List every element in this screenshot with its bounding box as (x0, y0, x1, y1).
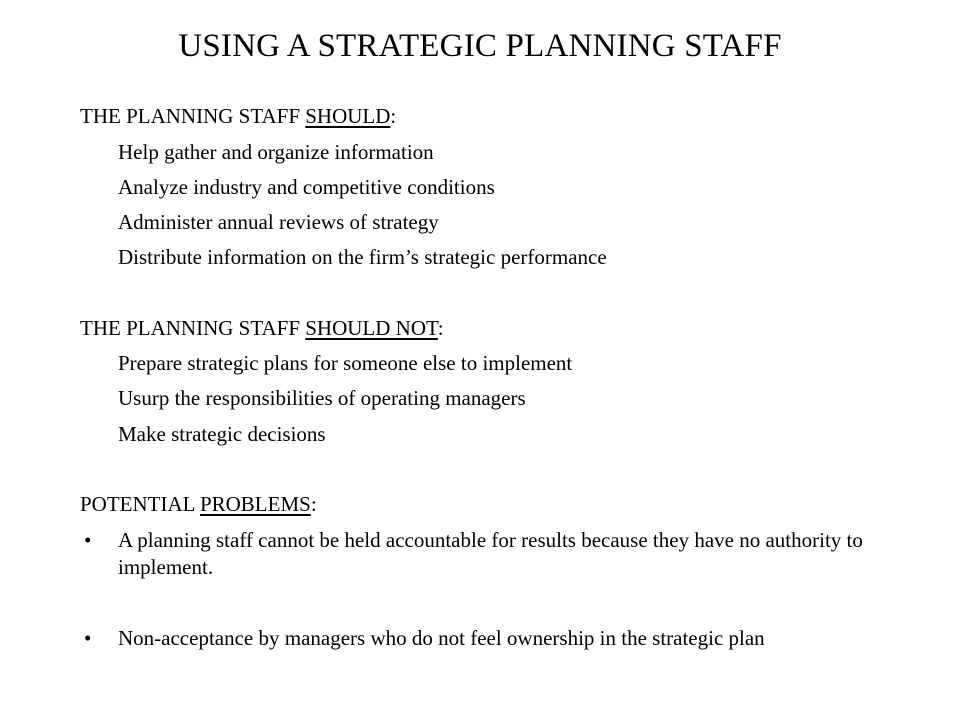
slide-title: USING A STRATEGIC PLANNING STAFF (178, 28, 782, 64)
bullet-icon: • (84, 626, 92, 650)
heading-keyword: SHOULD NOT (305, 316, 438, 340)
section-heading-problems (80, 490, 317, 518)
heading-suffix: : (390, 104, 397, 128)
bullet-item: Non-acceptance by managers who do not feel ownership in the strategic plan (118, 626, 765, 650)
section-heading-should (80, 102, 396, 130)
list-item: Make strategic decisions (118, 422, 326, 446)
list-item: Usurp the responsibilities of operating managers (118, 386, 526, 410)
list-item: Prepare strategic plans for someone else to implement (118, 351, 573, 375)
heading-keyword: SHOULD (305, 104, 391, 128)
heading-keyword: PROBLEMS (199, 492, 311, 516)
list-item: Distribute information on the firm’s strategic performance (118, 245, 607, 269)
list-item: Analyze industry and competitive conditions (118, 175, 495, 199)
list-item: Administer annual reviews of strategy (118, 210, 439, 234)
heading-prefix: THE PLANNING STAFF (80, 104, 306, 128)
heading-prefix: POTENTIAL (80, 492, 200, 516)
heading-suffix: : (437, 316, 444, 340)
heading-prefix: THE PLANNING STAFF (80, 316, 306, 340)
bullet-icon: • (84, 528, 92, 552)
list-item: Help gather and organize information (118, 140, 434, 164)
bullet-item: A planning staff cannot be held accountable for results because they have no authority to implement. (118, 528, 863, 579)
heading-suffix: : (310, 492, 317, 516)
section-heading-should-not (80, 314, 444, 342)
